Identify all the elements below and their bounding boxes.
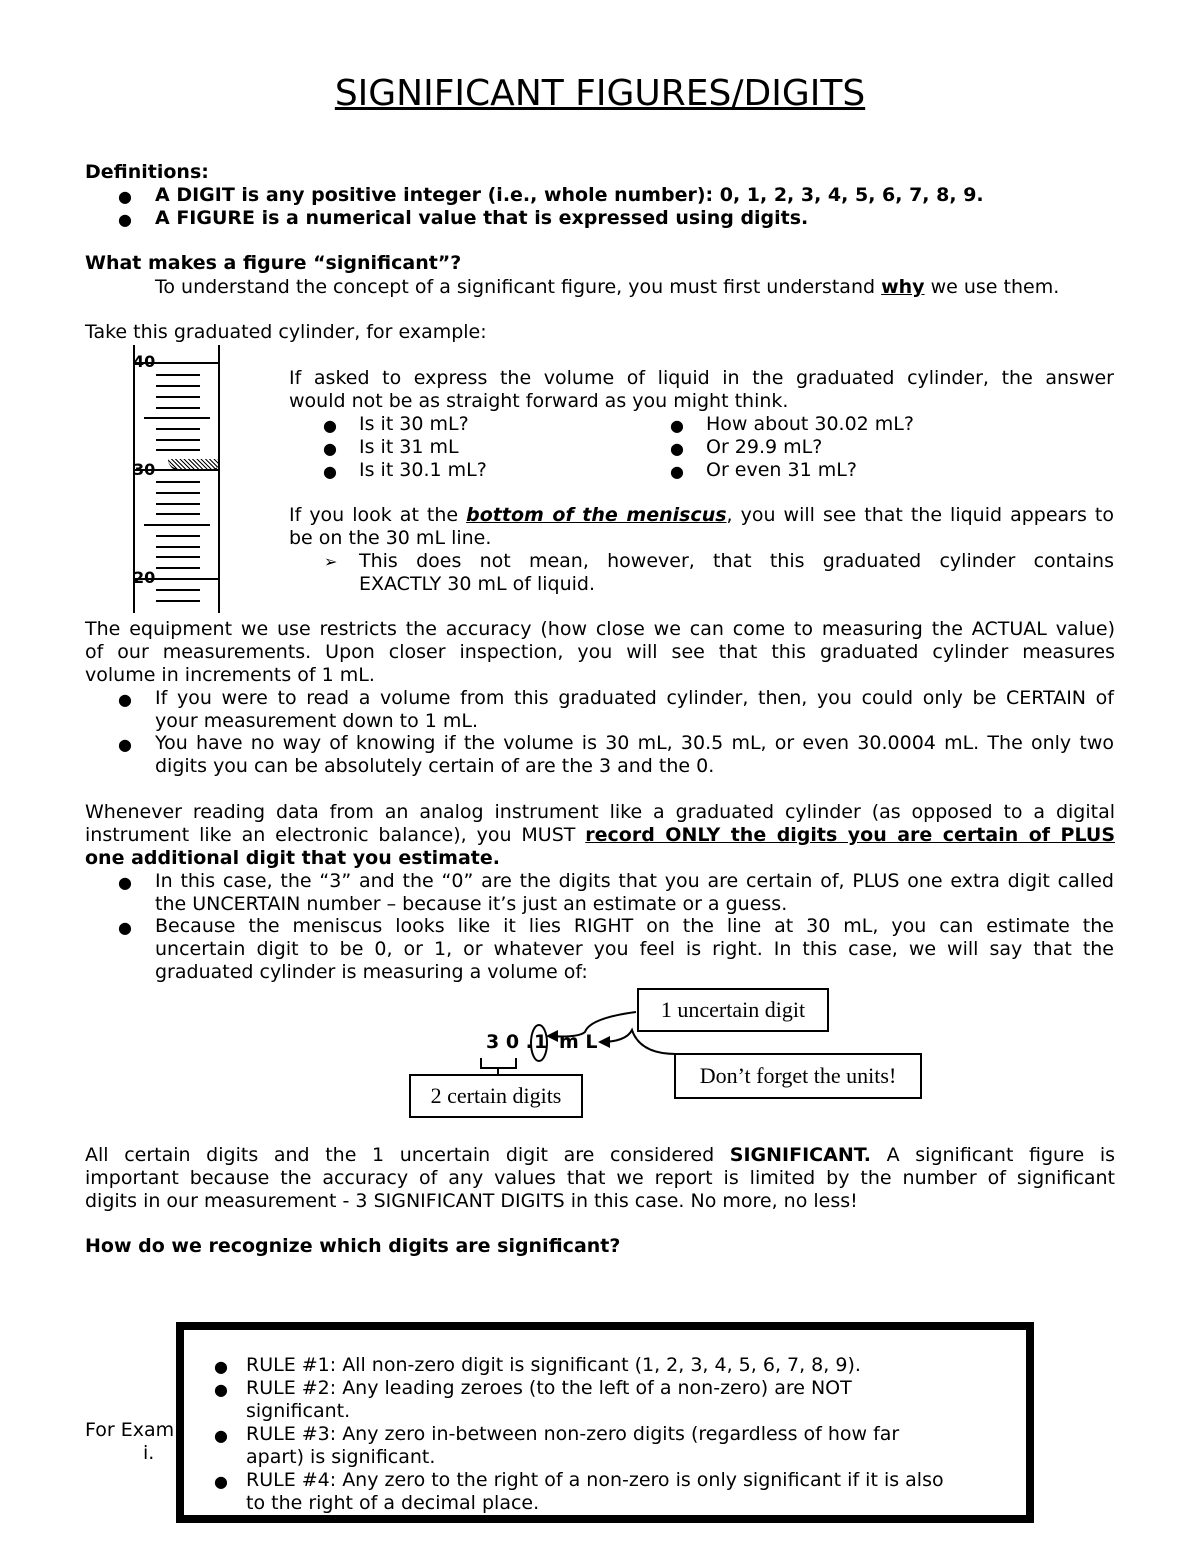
bullet-icon: ● — [670, 439, 684, 458]
rule-3-cont: apart) is significant. — [246, 1446, 436, 1468]
rule-4: RULE #4: Any zero to the right of a non-zero is only significant if it is also — [246, 1469, 944, 1491]
label-units: Don’t forget the units! — [674, 1053, 922, 1099]
measurement-certain-digits: 3 0 . — [486, 1031, 533, 1053]
cylinder-label-30: 30 — [133, 460, 156, 479]
equipment-bullet2-line1: You have no way of knowing if the volume is 30 mL, 30.5 mL, or even 30.0004 mL. The only two — [155, 732, 1114, 754]
bullet-icon: ● — [118, 873, 132, 892]
cylinder-para2-line2: be on the 30 mL line. — [289, 527, 492, 549]
option-left-2: Is it 31 mL — [359, 436, 459, 458]
equipment-line2: of our measurements. Upon closer inspection, you will see that this graduated cylinder measures — [85, 641, 1115, 663]
equipment-bullet2-line2: digits you can be absolutely certain of are the 3 and the 0. — [155, 755, 715, 777]
rules-box — [176, 1322, 1034, 1523]
rule-2-cont: significant. — [246, 1400, 351, 1422]
option-right-2: Or 29.9 mL? — [706, 436, 823, 458]
analog-line3: one additional digit that you estimate. — [85, 847, 500, 869]
graduated-cylinder — [128, 345, 228, 613]
cylinder-para1-line2: would not be as straight forward as you might think. — [289, 390, 789, 412]
bullet-icon: ● — [118, 918, 132, 937]
summary-line1: All certain digits and the 1 uncertain digit are considered SIGNIFICANT. A significant figure is — [85, 1144, 1115, 1166]
cylinder-label-40: 40 — [133, 352, 156, 371]
analog-bullet2-line3: graduated cylinder is measuring a volume of: — [155, 961, 588, 983]
rule-3: RULE #3: Any zero in-between non-zero digits (regardless of how far — [246, 1423, 900, 1445]
measurement-uncertain-digit: 1 — [534, 1031, 548, 1053]
label-uncertain-digit: 1 uncertain digit — [637, 988, 829, 1032]
bullet-icon: ● — [214, 1357, 228, 1376]
cylinder-para1-line1: If asked to express the volume of liquid in the graduated cylinder, the answer — [289, 367, 1114, 389]
page-title: SIGNIFICANT FIGURES/DIGITS — [334, 73, 866, 114]
option-right-3: Or even 31 mL? — [706, 459, 857, 481]
analog-bullet2-line1: Because the meniscus looks like it lies RIGHT on the line at 30 mL, you can estimate the — [155, 915, 1114, 937]
bullet-icon: ● — [214, 1380, 228, 1399]
bullet-icon: ● — [118, 210, 132, 229]
arrow-line1: This does not mean, however, that this graduated cylinder contains — [359, 550, 1114, 572]
rule-2: RULE #2: Any leading zeroes (to the left of a non-zero) are NOT — [246, 1377, 852, 1399]
analog-bullet2-line2: uncertain digit to be 0, or 1, or whatever you feel is right. In this case, we will say that the — [155, 938, 1114, 960]
equipment-bullet1-line2: your measurement down to 1 mL. — [155, 710, 479, 732]
measurement-unit: m L — [559, 1031, 598, 1053]
bullet-icon: ● — [214, 1472, 228, 1491]
bullet-icon: ● — [118, 187, 132, 206]
significant-intro: To understand the concept of a significant figure, you must first understand why we use them. — [155, 276, 1060, 298]
recognize-heading: How do we recognize which digits are significant? — [85, 1235, 621, 1257]
arrow-bullet-icon: ➢ — [324, 552, 338, 571]
analog-line1: Whenever reading data from an analog instrument like a graduated cylinder (as opposed to a digital — [85, 801, 1115, 823]
example-numeral: i. — [143, 1442, 155, 1464]
cylinder-intro: Take this graduated cylinder, for example: — [85, 321, 487, 343]
option-right-1: How about 30.02 mL? — [706, 413, 914, 435]
bullet-icon: ● — [118, 735, 132, 754]
bullet-icon: ● — [214, 1426, 228, 1445]
rule-4-cont: to the right of a decimal place. — [246, 1492, 540, 1514]
example-label: For Exam — [85, 1419, 175, 1441]
definitions-heading: Definitions: — [85, 161, 209, 183]
cylinder-para2-line1: If you look at the bottom of the meniscus, you will see that the liquid appears to — [289, 504, 1114, 526]
analog-bullet1-line1: In this case, the “3” and the “0” are the digits that you are certain of, PLUS one extra digit called — [155, 870, 1114, 892]
equipment-line1: The equipment we use restricts the accuracy (how close we can come to measuring the ACTUAL value) — [85, 618, 1115, 640]
summary-line2: important because the accuracy of any values that we report is limited by the number of significant — [85, 1167, 1115, 1189]
option-left-3: Is it 30.1 mL? — [359, 459, 487, 481]
bullet-icon: ● — [323, 462, 337, 481]
rule-1: RULE #1: All non-zero digit is significant (1, 2, 3, 4, 5, 6, 7, 8, 9). — [246, 1354, 861, 1376]
equipment-line3: volume in increments of 1 mL. — [85, 664, 375, 686]
summary-line3: digits in our measurement - 3 SIGNIFICANT DIGITS in this case. No more, no less! — [85, 1190, 858, 1212]
bullet-icon: ● — [670, 416, 684, 435]
equipment-bullet1-line1: If you were to read a volume from this graduated cylinder, then, you could only be CERTAIN of — [155, 687, 1114, 709]
bullet-icon: ● — [323, 416, 337, 435]
bullet-icon: ● — [323, 439, 337, 458]
analog-bullet1-line2: the UNCERTAIN number – because it’s just an estimate or a guess. — [155, 893, 788, 915]
bullet-icon: ● — [118, 690, 132, 709]
bullet-icon: ● — [670, 462, 684, 481]
definition-digit: A DIGIT is any positive integer (i.e., whole number): 0, 1, 2, 3, 4, 5, 6, 7, 8, 9. — [155, 184, 984, 206]
definition-figure: A FIGURE is a numerical value that is expressed using digits. — [155, 207, 809, 229]
analog-line2: instrument like an electronic balance), you MUST record ONLY the digits you are certain of PLUS — [85, 824, 1115, 846]
cylinder-label-20: 20 — [133, 568, 156, 587]
option-left-1: Is it 30 mL? — [359, 413, 469, 435]
arrow-line2: EXACTLY 30 mL of liquid. — [359, 573, 596, 595]
significant-heading: What makes a figure “significant”? — [85, 252, 462, 274]
label-certain-digits: 2 certain digits — [409, 1074, 583, 1118]
